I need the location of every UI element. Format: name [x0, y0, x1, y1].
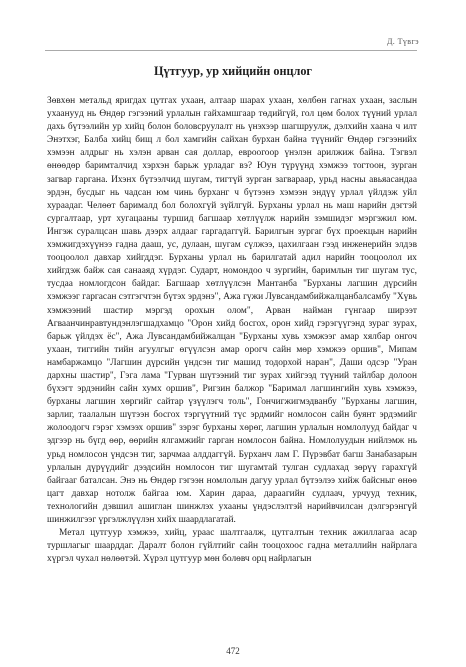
article-body — [47, 95, 417, 566]
body-paragraph: Метал цутгуур хэмжээ, хийц, ураас шалтгаалж, цутгалтын техник ажиллагаа асар туршлагыг шаарддаг. Даралт болон гүйлтийг сайн тооцохоос гадна металлийн найрлага хүргэл чухал нөлөөтэй. Хүрэл цутгуур мөн болөвч орц найрлагын — [47, 528, 417, 565]
body-paragraph: Зөвхөн метальд яригдах цутгах ухаан, алтаар шарах ухаан, хөлбөн гагнах ухаан, заслын ухаануyд нь Өндөр гэгээний урлалын гайхамшгаар төдийгүй, гол цөм болох түүний урлал дахь бүтээлийн ур хийц болон боловсруулалт нь үнэхээр шагшруулж, дэлхийн хаана ч илт Энэтхэг, Балба хийц бищ л бол хамгийн сайхан бурхан байна түүнийг Өндөр гэгээнийх хэмээн алдрыг нь хэлэн арван сая доллар, евроогоор үнэлэн арилжиж байна. Тэгвэл өнөөдөр баримталчид хэрхэн барьж урладаг вэ? Юун түрүүнд хэмжээ тогтоон, зурган загвар гаргана. Ихэнх бүтээлчид шугам, тигтүй зурган загвараар, урьд насны авьяасандаа эрдэн, бусдыг нь чадсан юм чинь бурханг ч бүтээнэ хэмээн эндүү урлал үйлдэж уйл хураадаг. Челөөт барималд бол болохгүй зүйлгүй. Бурханы урлал нь маш нарийн дэгтэй сургалтаар, урт хугацааны туршид багшаар хөтлүүлж нарийн зэмшидэг мэргэжил юм. Ингэж суралцсан шавь дээрх алдааг гаргадаггүй. Барилгын зургаг бүх проекцын нарийн хэмжигдэхүүнээ гадна дааш, ус, дулаан, шугам сүлжээ, цахилгаан гээд инженерийн элдэв тооцоолол давхар хийгддэг. Бурханы урлал нь барилгатай адил нарийн тооцоолол их хийгдэж байж сая санааяд хүрдэг. Сударт, номондоо ч зургийн, баримлын тиг шугам тус, тусдаа номлогдсон байдаг. Багшаар хөтлүүлсэн Мантанба "Бурханы лагшин дүрсийн хэмжээг гаргасан сэтгэгчтэн бүтэх эрдэнэ", Ажа гүжи Лувсандамбийжалцанбалсамбу "Хүвь хэмжээний шастир мэргэд орохын олом", Арван найман гүнгаар ширээт Агваанчинравтундэнлэгшадхамцо "Орон хийд босгох, орон хийд гэрэгүүгэнд зураг зурах, барьж үйлдэх ёс", Ажа Лувсандамбийжалцан "Бурханы хувь хэмжээг амар хялбар онгоч ухаан, тиггийн тийн агуулгыг өгүүлсэн амар орогч сайн мөр хэмжээ оршив", Мипам намбаржамцо "Лагшин дүрсийн үндсэн тиг машид тодорхой наран", Даши одсэр "Уран дархны шастир", Гэга лама "Гурван шүтээний тиг зурах хийгээд түүний тайлбар долоон бүхэгт эрдэнийн сайн хумх оршив", Ригзин балжор "Баримал лагшингийн хувь хэмжээ, бурханы лагшин хөргийг сайтар үзүүлэгч толь", Гончигжигмэдванбу "Бурханы лагшин, зарлиг, таалалын шүтээн босгох тэргүүтний түс эрдмийг номлосон сайн буянт эрдэмийг жолоодогч гэрэг хэмээх оршив" зэрэг бурханы хөрөг, лагшин урлалын номлолууд байдаг ч эдгээр нь бүгд өөр, өөрийн ялгамжийг гарган номлосон байна. Номлолуудын нийлэмж нь урьд номлосон үндсэн тиг, зарчмаа алддаггүй. Бурханч лам Г. Пүрэвбат багш Занабазарын урлалын дүрүүдийг дээдсийн номлосон тиг шугамтай тулган судлахад зөрүү гарахгүй байгааг баталсан. Энэ нь Өндөр гэгээн номлолын дагуу урлал бүтээлээ хийж байсныг өнөө цагт давхар нотолж байгаа юм. Харин дараа, дараагийн судлаач, урчууд техник, технологийн дэвшил ашиглан шинжлэх ухааны үндэслэлтэй нарийвчилсан дэлгэрэнгүй шинжилгээг үргэлжлүүлэн хийх шаардлагатай. — [47, 96, 417, 525]
running-head: Д. Түвгэ — [386, 37, 419, 46]
page-number: 472 — [226, 646, 240, 656]
article-title: Цүтгуур, ур хийцийн онцлог — [154, 64, 312, 78]
header-rule — [45, 50, 417, 51]
